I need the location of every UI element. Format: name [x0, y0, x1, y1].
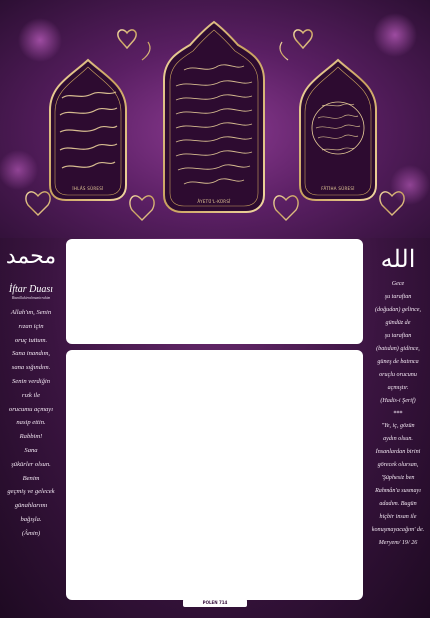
fatiha-label: FÂTİHA SÛRESİ	[321, 186, 355, 191]
ayetel-kursi-label: ÂYETÜ'L-KÜRSÎ	[197, 199, 231, 204]
header-ornaments	[0, 0, 430, 238]
right-sidebar	[366, 238, 430, 598]
top-content-box	[66, 239, 363, 344]
basmala-subtitle: Bismillahirrahmanirrahim	[11, 296, 51, 300]
iftar-dua-title: İftar Duası	[8, 284, 54, 295]
heart-ornament-right	[294, 30, 312, 48]
muhammad-calligraphy: محمد	[5, 244, 57, 269]
allah-calligraphy: الله	[380, 245, 416, 273]
verse-text: "Ye, iç, gözün aydın olsun. İnsanlardan birini görecek olursan, 'Şüphesiz ben Rahmân'a susmayı adadım. Bugün hiçbir insan ile konuşmayacağım' de. Meryem/ 19/ 26	[371, 423, 425, 546]
ihlas-panel	[50, 60, 126, 200]
left-sidebar	[0, 238, 62, 598]
hadith-text: Gece şu taraftan (doğudan) gelince, gündüz de şu taraftan (batıdan) gidince, güneş de batınca oruçlu orucunu açmıştır. (Hadis-i Şerif)	[374, 281, 422, 404]
bottom-content-box	[66, 350, 363, 600]
ayetel-kursi-panel	[164, 22, 264, 212]
separator-stars: ***	[393, 410, 403, 417]
footer-label: POLEN 714	[183, 599, 247, 607]
iftar-dua-text: Allah'ım, Senin rızan için oruç tuttum. Sana inandım, sana sığındım. Senin verdiğin rızk ile orucumu açmayı nasip ettin. Rabbim! Sana şükürler olsun. Benim geçmiş ve gelecek günahlarımı bağışla. (Âmin)	[7, 309, 55, 537]
header-banner	[0, 0, 430, 238]
heart-ornament-left	[118, 30, 136, 48]
ihlas-label: İHLÂS SÛRESİ	[72, 186, 104, 191]
fatiha-panel	[300, 60, 376, 200]
